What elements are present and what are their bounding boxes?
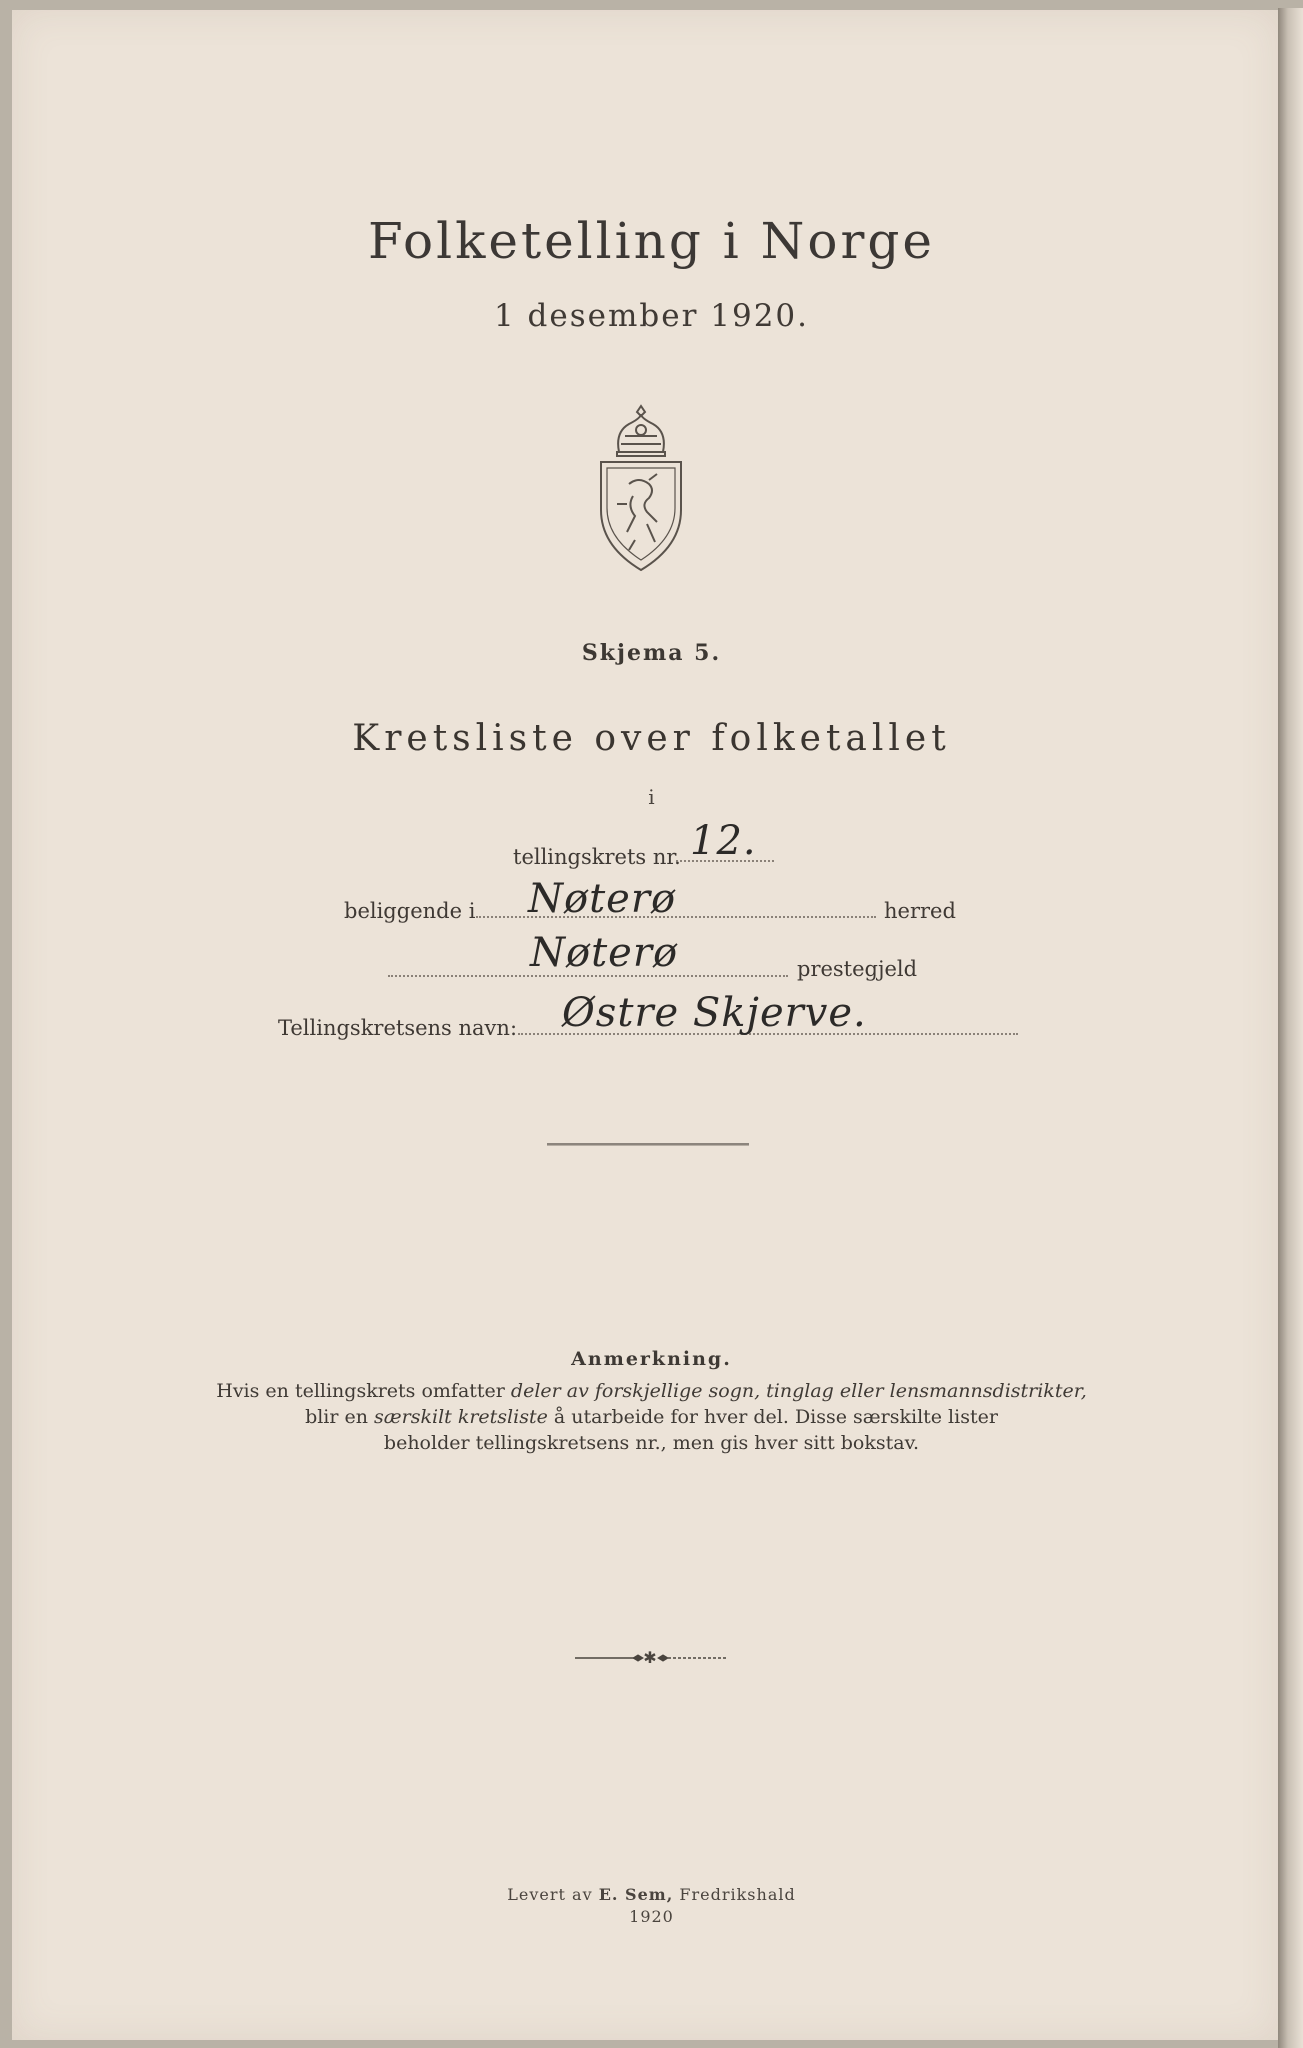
tellingskrets-label: tellingskrets nr.: [513, 845, 681, 869]
note-heading: Anmerkning.: [571, 1348, 732, 1370]
note-line-2: blir en særskilt kretsliste å utarbeide for hver del. Disse særskilte lister: [305, 1406, 998, 1428]
page-title: Folketelling i Norge: [368, 212, 935, 270]
note-text: [0, 1378, 1303, 1456]
ornament-star-icon: [573, 1648, 728, 1668]
schema-number: Skjema 5.: [581, 640, 722, 666]
beliggende-label: beliggende i: [344, 899, 476, 923]
herred-label: herred: [884, 899, 956, 923]
section-divider: [547, 1143, 749, 1146]
printer-credit: [0, 1884, 1303, 1928]
kretsnavn-value: Østre Skjerve.: [562, 990, 867, 1036]
prestegjeld-value: Nøterø: [530, 930, 679, 976]
printer-line: Levert av E. Sem, Fredrikshald: [507, 1885, 796, 1904]
kretsnavn-label: Tellingskretsens navn:: [278, 1016, 518, 1040]
tellingskrets-value: 12.: [690, 818, 757, 864]
note-line-3: beholder tellingskretsens nr., men gis hver sitt bokstav.: [383, 1432, 920, 1454]
note-line-1: Hvis en tellingskrets omfatter deler av forskjellige sogn, tinglag eller lensmannsdistrikter,: [216, 1380, 1087, 1402]
printer-year: 1920: [629, 1907, 674, 1926]
prestegjeld-label: prestegjeld: [797, 957, 918, 981]
form-subtitle: Kretsliste over folketallet: [352, 718, 951, 759]
census-date: 1 desember 1920.: [493, 298, 810, 334]
norwegian-coat-of-arms-icon: [591, 400, 691, 572]
connector-word: i: [648, 785, 655, 809]
herred-value: Nøterø: [528, 876, 677, 922]
svg-text:✱: ✱: [643, 1648, 657, 1667]
